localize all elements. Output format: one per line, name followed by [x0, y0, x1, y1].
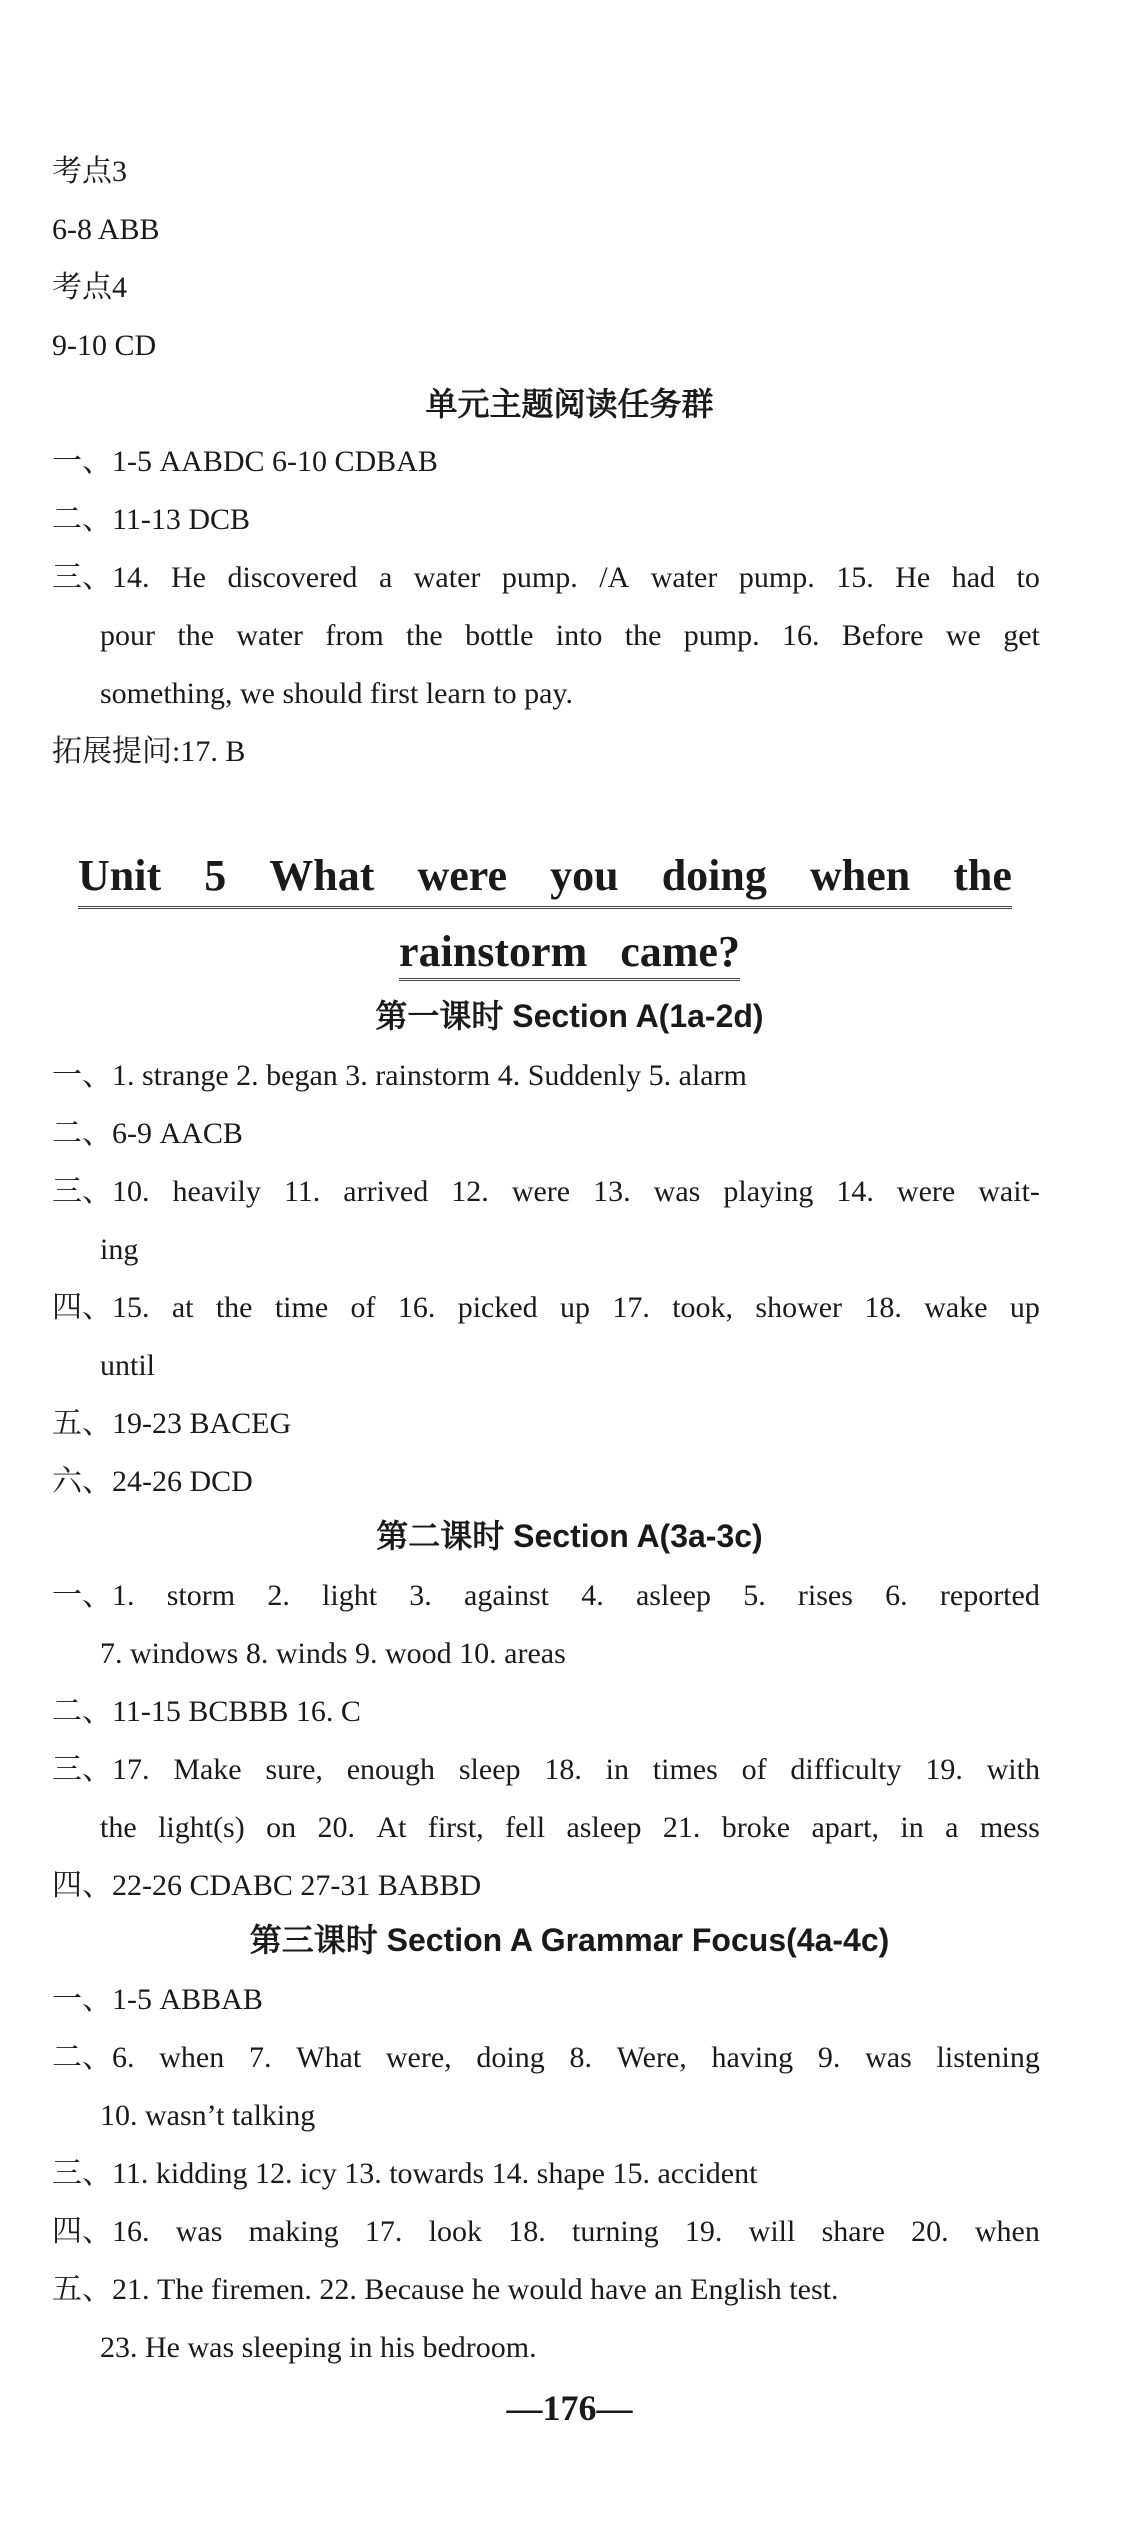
word: share: [821, 2215, 885, 2248]
word: the: [406, 619, 443, 652]
word: we: [945, 619, 981, 652]
word: What: [269, 851, 375, 900]
word: times: [652, 1753, 718, 1786]
page-number: —176—: [506, 2388, 633, 2428]
answer-line-justified: [52, 2038, 1040, 2078]
word: Make: [173, 1753, 242, 1786]
word: 4.: [581, 1579, 604, 1612]
answer-line: something, we should first learn to pay.: [100, 677, 573, 710]
word: at: [171, 1291, 194, 1324]
word: water: [413, 561, 481, 594]
word: first,: [427, 1811, 484, 1844]
reading-section-heading: 单元主题阅读任务群: [425, 386, 714, 422]
word: you: [550, 851, 619, 900]
word: shower: [755, 1291, 843, 1324]
answer-line-justified: [52, 1172, 1040, 1212]
answer-line: 二、11-13 DCB: [52, 503, 251, 536]
word: 16.: [397, 1291, 436, 1324]
word: of: [741, 1753, 767, 1786]
word: picked: [457, 1291, 538, 1324]
word: the: [215, 1291, 253, 1324]
word: doing: [476, 2041, 545, 2074]
word: 21.: [662, 1811, 701, 1844]
unit-title-line-1: [78, 848, 1012, 909]
kaodian-3-label: 考点3: [52, 155, 127, 188]
word: discovered: [227, 561, 358, 594]
answer-line: 拓展提问:17. B: [52, 735, 246, 768]
word: with: [986, 1753, 1040, 1786]
word: making: [248, 2215, 339, 2248]
word: was: [653, 1175, 701, 1208]
word: were: [417, 851, 508, 900]
word: /A: [599, 561, 630, 594]
answer-line: 9-10 CD: [52, 329, 157, 362]
word: sure,: [265, 1753, 323, 1786]
answer-line-justified: [100, 1808, 1040, 1848]
word: wait-: [978, 1175, 1040, 1208]
word: were: [511, 1175, 571, 1208]
word: arrived: [343, 1175, 429, 1208]
word: 20.: [317, 1811, 356, 1844]
word: of: [350, 1291, 376, 1324]
word: 11.: [283, 1175, 321, 1208]
word: reported: [939, 1579, 1040, 1612]
word: light: [322, 1579, 378, 1612]
word: were: [896, 1175, 956, 1208]
word: broke: [721, 1811, 791, 1844]
word: 9.: [817, 2041, 841, 2074]
word: 6.: [885, 1579, 908, 1612]
answer-line: 23. He was sleeping in his bedroom.: [100, 2331, 537, 2364]
word: was: [865, 2041, 912, 2074]
word: wake: [924, 1291, 988, 1324]
unit-title-text: rainstorm came?: [399, 927, 740, 981]
word: water: [650, 561, 718, 594]
word: 18.: [508, 2215, 546, 2248]
word: turning: [572, 2215, 659, 2248]
kaodian-4-label: 考点4: [52, 271, 127, 304]
answer-line: 五、19-23 BACEG: [52, 1407, 292, 1440]
word: 14.: [836, 1175, 874, 1208]
word: 5: [204, 851, 227, 900]
word: 19.: [684, 2215, 723, 2248]
word: the: [953, 851, 1012, 900]
word: 12.: [451, 1175, 489, 1208]
answer-line: 四、22-26 CDABC 27-31 BABBD: [52, 1869, 482, 1902]
word: pump.: [501, 561, 578, 594]
word: 四、15.: [52, 1291, 150, 1324]
unit-title-line-2: [0, 924, 1139, 980]
word: Were,: [616, 2041, 687, 2074]
word: was: [175, 2215, 223, 2248]
word: 三、10.: [52, 1175, 150, 1208]
word: light(s): [158, 1811, 245, 1844]
answer-line: ing: [100, 1233, 139, 1266]
answer-line: 五、21. The firemen. 22. Because he would have an English test.: [52, 2273, 839, 2306]
word: took,: [672, 1291, 734, 1324]
lesson-1-heading: 第一课时 Section A(1a-2d): [375, 998, 764, 1034]
word: 16.: [782, 619, 820, 652]
lesson-3-heading: 第三课时 Section A Grammar Focus(4a-4c): [249, 1922, 890, 1958]
word: will: [748, 2215, 796, 2248]
word: heavily: [172, 1175, 261, 1208]
word: the: [177, 619, 215, 652]
word: when: [809, 851, 911, 900]
word: 5.: [743, 1579, 766, 1612]
word: listening: [936, 2041, 1040, 2074]
word: pump.: [683, 619, 760, 652]
word: 19.: [925, 1753, 963, 1786]
word: were,: [385, 2041, 452, 2074]
word: 3.: [409, 1579, 432, 1612]
answer-line-justified: [52, 1288, 1040, 1328]
word: difficulty: [790, 1753, 902, 1786]
word: 15.: [836, 561, 874, 594]
word: What: [296, 2041, 362, 2074]
word: sleep: [458, 1753, 521, 1786]
word: water: [236, 619, 303, 652]
word: 三、14.: [52, 561, 150, 594]
word: 三、17.: [52, 1753, 150, 1786]
word: pour: [100, 619, 155, 652]
answer-line: 6-8 ABB: [52, 213, 160, 246]
word: playing: [723, 1175, 814, 1208]
word: apart,: [811, 1811, 879, 1844]
word: look: [428, 2215, 482, 2248]
word: 8.: [569, 2041, 592, 2074]
word: up: [560, 1291, 591, 1324]
word: doing: [661, 851, 767, 900]
word: to: [1016, 561, 1040, 594]
word: into: [555, 619, 603, 652]
answer-line: until: [100, 1349, 156, 1382]
word: 18.: [544, 1753, 582, 1786]
word: in: [900, 1811, 924, 1844]
word: mess: [979, 1811, 1040, 1844]
answer-line: 二、6-9 AACB: [52, 1117, 243, 1150]
answer-line-justified: [52, 1576, 1040, 1616]
lesson-2-heading: 第二课时 Section A(3a-3c): [376, 1518, 763, 1554]
word: 二、6.: [52, 2041, 135, 2074]
word: asleep: [566, 1811, 642, 1844]
answer-line-justified: [52, 558, 1040, 598]
word: having: [711, 2041, 794, 2074]
word: bottle: [465, 619, 534, 652]
word: 18.: [864, 1291, 902, 1324]
word: 13.: [593, 1175, 631, 1208]
answer-line: 六、24-26 DCD: [52, 1465, 253, 1498]
word: 7.: [248, 2041, 272, 2074]
answer-line: 二、11-15 BCBBB 16. C: [52, 1695, 361, 1728]
word: get: [1003, 619, 1040, 652]
word: a: [378, 561, 393, 594]
word: asleep: [635, 1579, 711, 1612]
answer-line-justified: [52, 2212, 1040, 2252]
answer-line: 一、1-5 ABBAB: [52, 1983, 263, 2016]
word: 17.: [612, 1291, 650, 1324]
answer-line: 一、1. strange 2. began 3. rainstorm 4. Suddenly 5. alarm: [52, 1059, 747, 1092]
word: 四、16.: [52, 2215, 150, 2248]
word: storm: [166, 1579, 236, 1612]
word: He: [171, 561, 206, 594]
answer-line-justified: [52, 1750, 1040, 1790]
word: had: [951, 561, 996, 594]
answer-line: 一、1-5 AABDC 6-10 CDBAB: [52, 445, 438, 478]
word: time: [274, 1291, 329, 1324]
word: 一、1.: [52, 1579, 135, 1612]
word: when: [974, 2215, 1040, 2248]
word: the: [100, 1811, 137, 1844]
word: a: [945, 1811, 959, 1844]
answer-line: 10. wasn’t talking: [100, 2099, 316, 2132]
word: 20.: [911, 2215, 949, 2248]
answer-line: 三、11. kidding 12. icy 13. towards 14. shape 15. accident: [52, 2157, 758, 2190]
word: Unit: [78, 851, 162, 900]
word: up: [1009, 1291, 1040, 1324]
word: against: [464, 1579, 550, 1612]
word: He: [895, 561, 931, 594]
word: fell: [505, 1811, 546, 1844]
word: the: [624, 619, 662, 652]
word: from: [325, 619, 384, 652]
word: 2.: [267, 1579, 290, 1612]
word: enough: [346, 1753, 436, 1786]
word: Before: [841, 619, 924, 652]
word: At: [376, 1811, 407, 1844]
word: on: [266, 1811, 297, 1844]
word: in: [605, 1753, 629, 1786]
word: when: [159, 2041, 225, 2074]
word: rises: [797, 1579, 853, 1612]
word: 17.: [364, 2215, 403, 2248]
word: pump.: [738, 561, 815, 594]
answer-line: 7. windows 8. winds 9. wood 10. areas: [100, 1637, 566, 1670]
answer-line-justified: [100, 616, 1040, 656]
